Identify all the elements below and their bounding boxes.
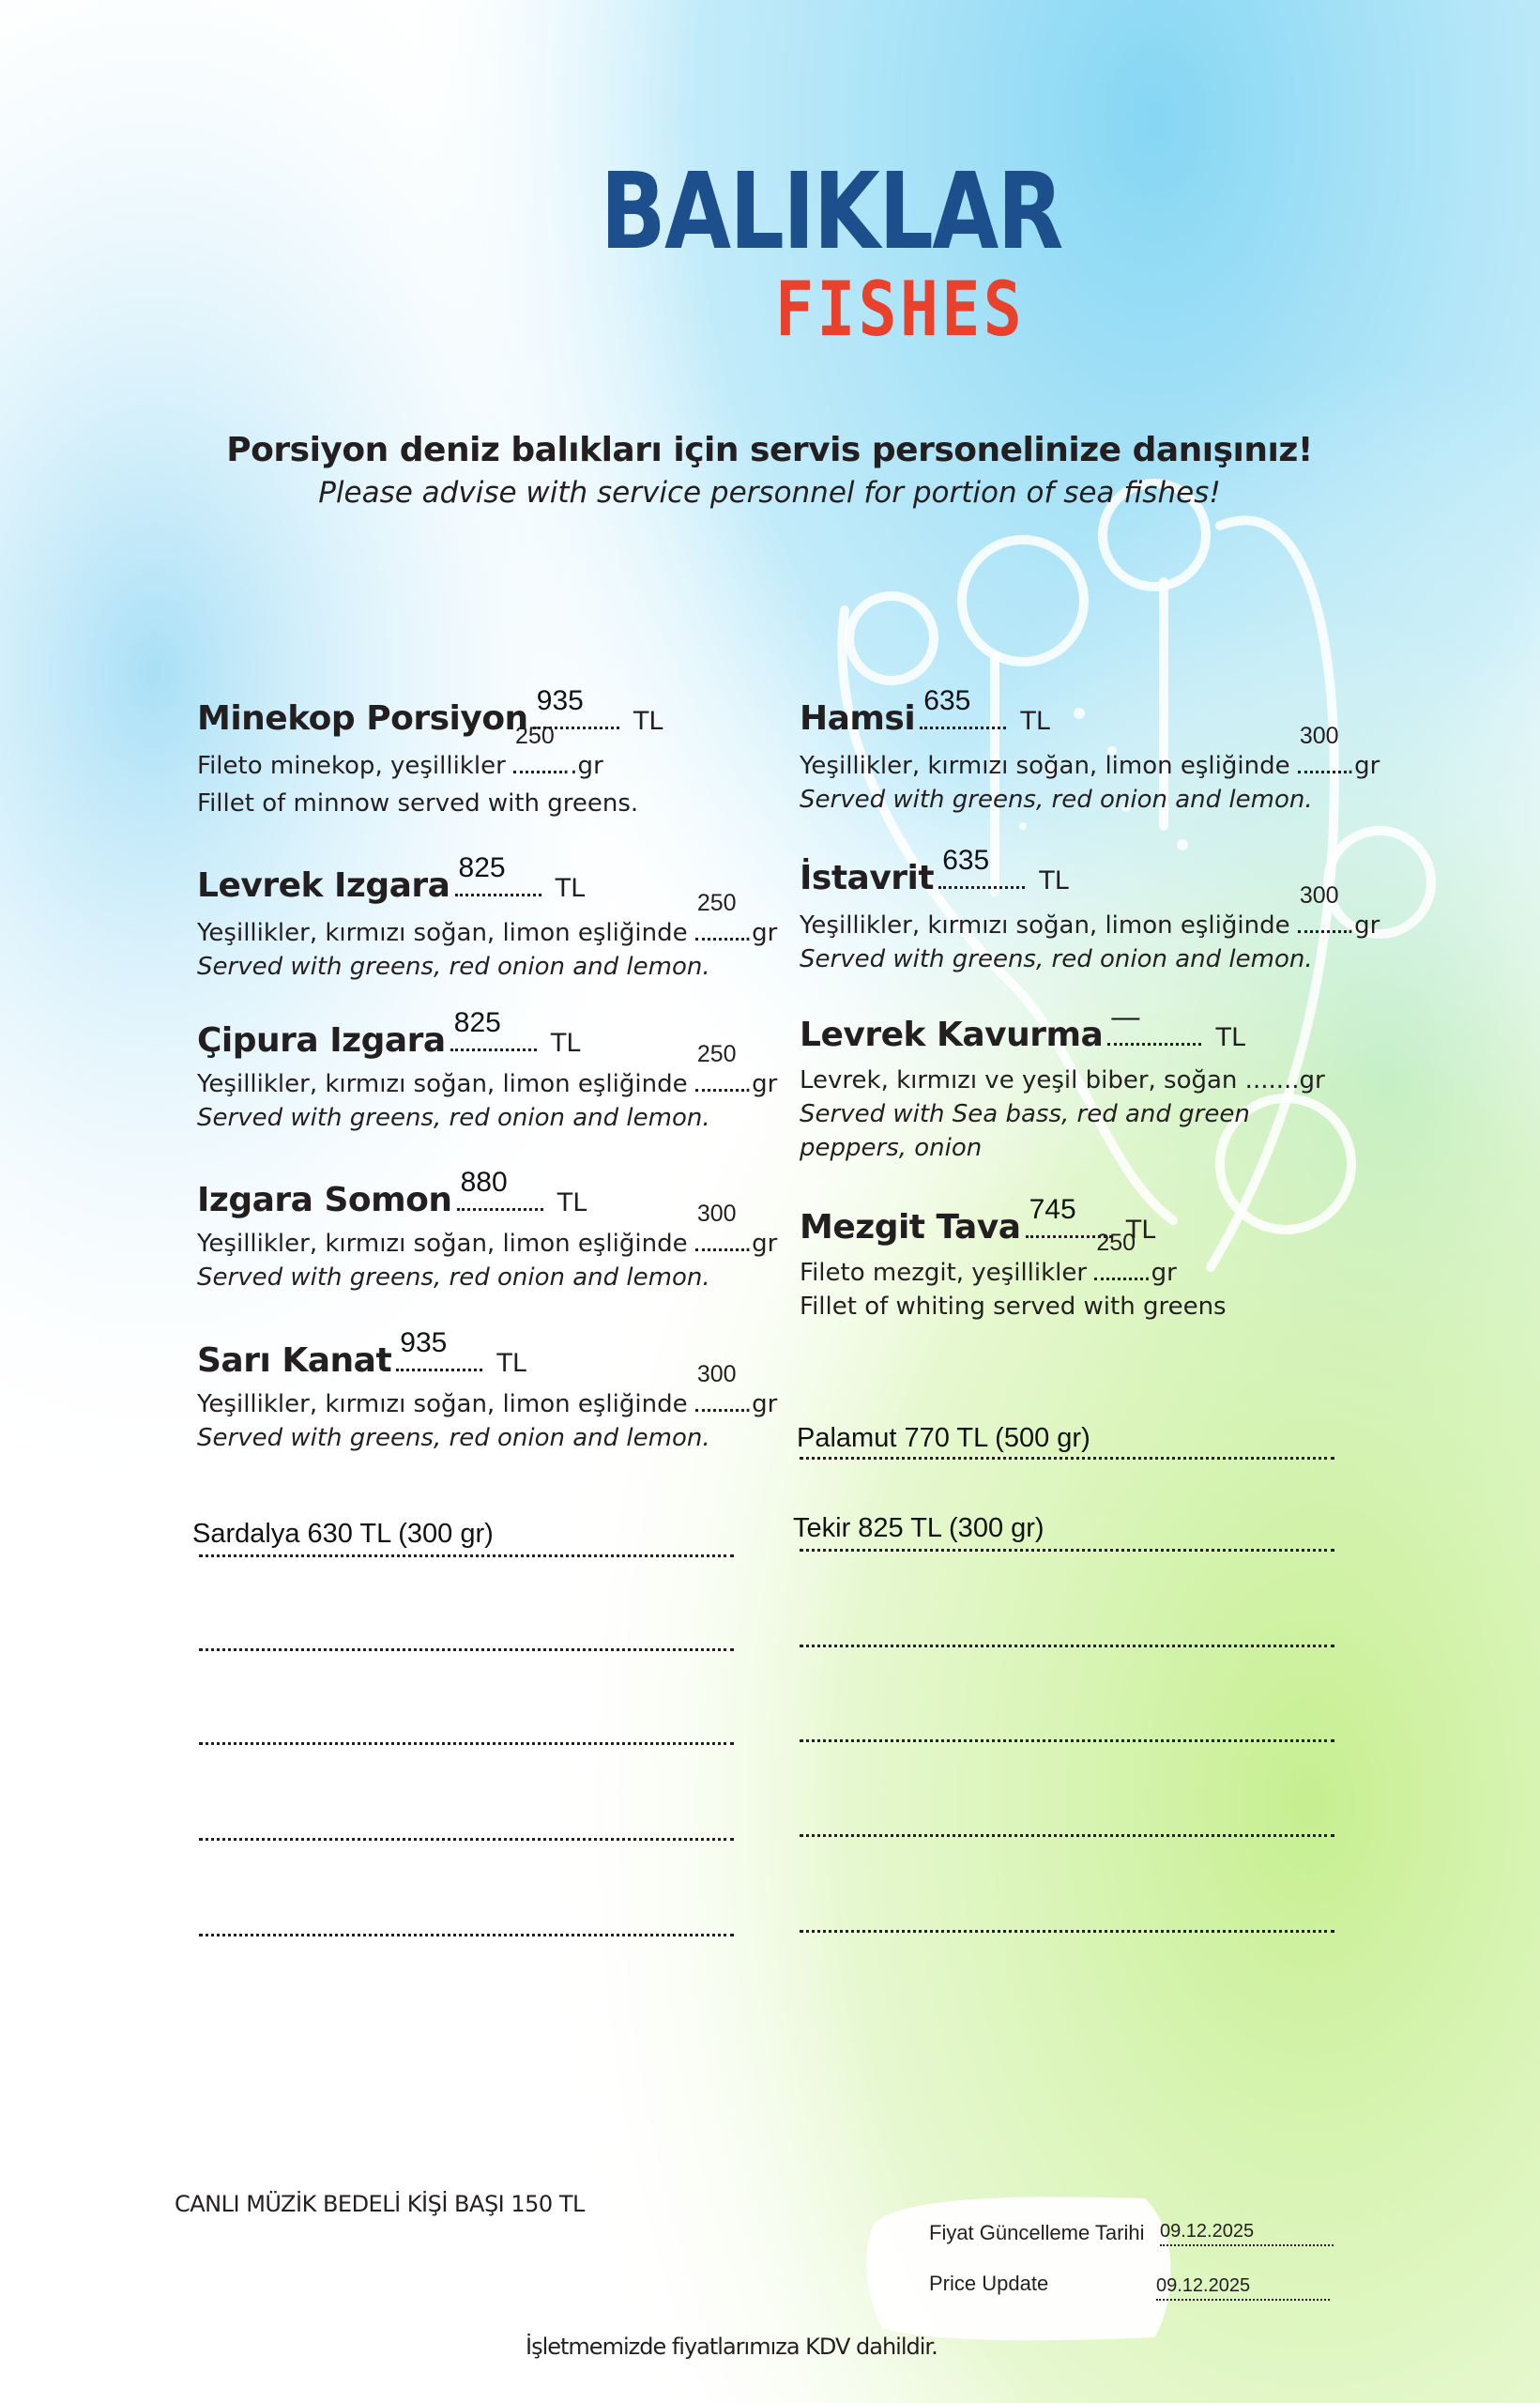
price-update-date-tr: 09.12.2025 [1160,2221,1334,2246]
fill-line [199,1554,734,1557]
currency-label: TL [550,1029,581,1058]
vat-note: İşletmemizde fiyatlarımıza KDV dahildir. [526,2334,938,2360]
item-name: Minekop Porsiyon [197,699,528,738]
item-price: 635 [923,685,971,716]
item-description-tr: Yeşillikler, kırmızı soğan, limon eşliğinde 300 .gr [197,1361,778,1418]
item-name: Izgara Somon [197,1181,452,1219]
menu-item [197,852,807,984]
item-name: Çipura Izgara [197,1021,446,1060]
fill-line [800,1457,1334,1460]
fill-line [800,1834,1334,1837]
fill-line [800,1930,1334,1933]
item-description-tr: Yeşillikler, kırmızı soğan, limon eşliğinde 300 .gr [197,1201,778,1258]
page-subtitle: FISHES [775,266,1026,353]
menu-item [800,845,1410,976]
item-description-en: Served with greens, red onion and lemon. [800,945,1313,973]
item-description-en: Served with greens, red onion and lemon. [197,1104,710,1132]
menu-item [800,1002,1410,1165]
item-name: Levrek Kavurma [800,1016,1104,1054]
item-description-en: Served with greens, red onion and lemon. [197,1424,710,1452]
extra-item-palamut: Palamut 770 TL (500 gr) [797,1423,1090,1453]
item-description-tr: Levrek, kırmızı ve yeşil biber, soğan .......gr [800,1066,1325,1094]
fill-line [199,1648,734,1651]
page-title: BALIKLAR [600,151,1062,273]
price-update-label-tr: Fiyat Güncelleme Tarihi [929,2221,1145,2244]
item-gram: 250 [515,723,555,749]
item-description-en: Served with greens, red onion and lemon. [197,1263,710,1292]
item-description-tr: Yeşillikler, kırmızı soğan, limon eşliğinde 300 .gr [800,723,1380,780]
menu-item [800,1194,1410,1324]
fill-line [199,1934,734,1936]
currency-label: TL [633,707,663,736]
price-update-date-en: 09.12.2025 [1156,2275,1330,2301]
item-gram: 250 [696,890,737,916]
item-description-en: Fillet of minnow served with greens. [197,789,639,818]
item-price: 935 [536,685,584,716]
item-description-en: Fillet of whiting served with greens [800,1293,1227,1321]
currency-label: TL [1020,707,1050,736]
fill-line [800,1549,1334,1552]
fill-line [800,1645,1334,1647]
menu-item [197,1327,807,1455]
item-price: 825 [453,1007,501,1038]
item-gram: 300 [1299,723,1339,749]
currency-label: TL [1215,1023,1246,1052]
item-description-tr: Yeşillikler, kırmızı soğan, limon eşliğinde 300 .gr [800,882,1380,940]
item-description-en: Served with Sea bass, red and green [800,1100,1250,1128]
notice-english: Please advise with service personnel for portion of sea fishes! [318,476,1221,510]
menu-item [800,685,1410,817]
item-gram: 300 [1299,882,1339,909]
item-price: 825 [458,852,506,883]
item-description-tr: Yeşillikler, kırmızı soğan, limon eşliğinde 250 .gr [197,1041,778,1098]
item-gram: 250 [1096,1230,1136,1256]
fill-line [199,1742,734,1745]
item-description-en-cont: peppers, onion [800,1134,983,1162]
menu-item [197,1007,807,1135]
item-name: Hamsi [800,699,916,738]
extra-item-sardalya: Sardalya 630 TL (300 gr) [192,1519,494,1549]
currency-label: TL [555,874,586,903]
menu-item [197,685,807,820]
item-description-tr: Fileto mezgit, yeşillikler 250 .gr [800,1230,1177,1287]
currency-label: TL [1125,1216,1156,1245]
menu-item [197,1167,807,1294]
item-name: Sarı Kanat [197,1341,392,1380]
item-name: Levrek Izgara [197,866,450,905]
item-price: 745 [1029,1194,1076,1225]
currency-label: TL [496,1349,526,1378]
item-gram: 300 [696,1201,737,1227]
notice-turkish: Porsiyon deniz balıkları için servis personelinize danışınız! [226,431,1313,469]
item-description-en: Served with greens, red onion and lemon. [197,953,710,981]
item-price: 635 [942,845,990,876]
item-price: — [1111,1002,1140,1033]
live-music-fee: CANLI MÜZİK BEDELİ KİŞİ BAŞI 150 TL [175,2191,585,2217]
item-price: 935 [400,1327,448,1358]
item-description-en: Served with greens, red onion and lemon. [800,786,1313,814]
currency-label: TL [1039,866,1069,895]
item-name: Mezgit Tava [800,1208,1021,1247]
item-price: 880 [460,1167,508,1198]
item-description-tr: Yeşillikler, kırmızı soğan, limon eşliğinde 250 .gr [197,890,778,947]
item-gram: 250 [696,1041,737,1067]
price-update-label-en: Price Update [929,2272,1049,2295]
fill-line [800,1739,1334,1742]
item-gram: 300 [696,1361,737,1387]
extra-item-tekir: Tekir 825 TL (300 gr) [793,1513,1044,1543]
item-description-tr: Fileto minekop, yeşillikler 250 ..gr [197,723,603,780]
item-name: İstavrit [800,859,935,897]
currency-label: TL [557,1188,587,1217]
fill-line [199,1838,734,1841]
